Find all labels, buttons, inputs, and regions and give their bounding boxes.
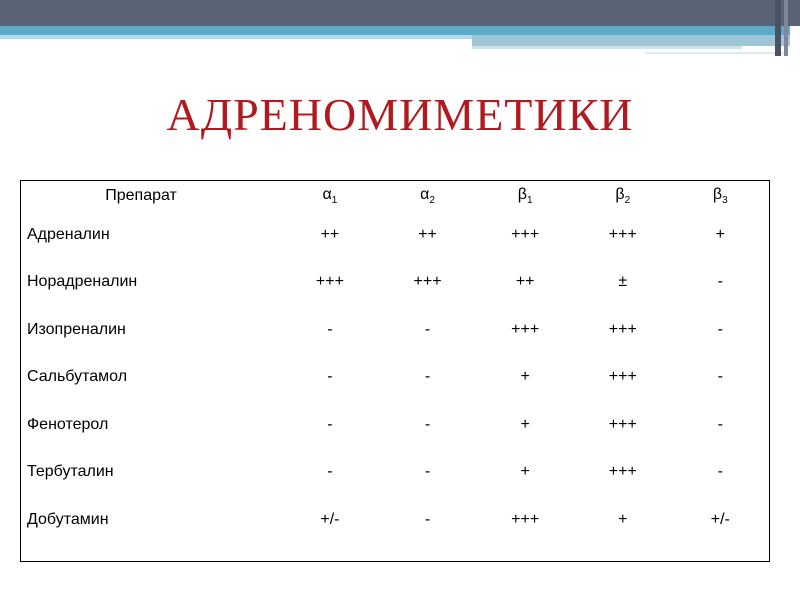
table-row	[21, 354, 769, 402]
cell-value: -	[424, 368, 431, 386]
cell-value: -	[327, 463, 333, 481]
cell-value: -	[327, 320, 333, 338]
cell-value: +/-	[320, 510, 340, 528]
cell-value: -	[717, 463, 723, 481]
cell-value: ++	[320, 225, 340, 243]
drug-name: Сальбутамол	[27, 368, 128, 386]
cell-value: -	[327, 415, 333, 433]
table-row	[21, 259, 769, 307]
cell-value: ±	[618, 273, 628, 291]
cell-value: +++	[608, 415, 637, 433]
cell-value: +/-	[710, 510, 730, 528]
cell-value: +++	[608, 225, 637, 243]
cell-value: +++	[608, 320, 637, 338]
drug-name: Норадреналин	[27, 273, 138, 291]
drug-table	[20, 180, 770, 562]
banner-dark-strip	[0, 0, 800, 26]
header-col: $\beta_1$	[517, 185, 533, 207]
cell-value: +	[618, 510, 628, 528]
header-col: $\alpha_1$	[322, 185, 338, 207]
cell-value: -	[424, 463, 431, 481]
cell-value: -	[424, 320, 431, 338]
table-row	[21, 449, 769, 497]
table-row	[21, 401, 769, 449]
cell-value: -	[327, 368, 333, 386]
table-row	[21, 211, 769, 259]
header-col: $\beta_3$	[712, 185, 728, 207]
drug-name: Адреналин	[27, 225, 110, 243]
banner-light-strip	[0, 35, 472, 39]
table-header-row	[21, 181, 769, 211]
drug-name: Фенотерол	[27, 415, 109, 433]
cell-value: -	[717, 415, 723, 433]
cell-value: -	[717, 368, 723, 386]
slide-title: АДРЕНОМИМЕТИКИ	[166, 89, 634, 140]
cell-value: -	[717, 273, 723, 291]
drug-name: Добутамин	[27, 510, 109, 528]
banner-vertical-bar	[784, 0, 788, 56]
cell-value: ++	[418, 225, 437, 243]
cell-value: +	[520, 463, 530, 481]
table-row	[21, 496, 769, 544]
cell-value: +++	[511, 510, 540, 528]
drug-name: Изопреналин	[27, 320, 126, 338]
banner-light-strip	[472, 35, 790, 46]
cell-value: -	[424, 510, 431, 528]
drug-name: Тербуталин	[27, 463, 114, 481]
cell-value: +	[520, 368, 530, 386]
top-banner	[0, 0, 800, 60]
banner-teal-strip	[0, 26, 790, 35]
banner-light-strip	[645, 52, 785, 54]
cell-value: +++	[413, 273, 442, 291]
cell-value: +	[715, 225, 725, 243]
cell-value: +++	[511, 225, 540, 243]
cell-value: -	[424, 415, 431, 433]
cell-value: -	[717, 320, 723, 338]
header-col: $\alpha_2$	[420, 185, 435, 207]
header-col: $\beta_2$	[615, 185, 631, 207]
table-row	[21, 306, 769, 354]
banner-vertical-bar	[775, 0, 781, 56]
banner-light-strip	[472, 46, 742, 49]
cell-value: +	[520, 415, 530, 433]
cell-value: +++	[608, 368, 637, 386]
cell-value: +++	[511, 320, 540, 338]
cell-value: +++	[315, 273, 344, 291]
cell-value: +++	[608, 463, 637, 481]
cell-value: ++	[515, 273, 535, 291]
header-drug: Препарат	[105, 187, 177, 204]
